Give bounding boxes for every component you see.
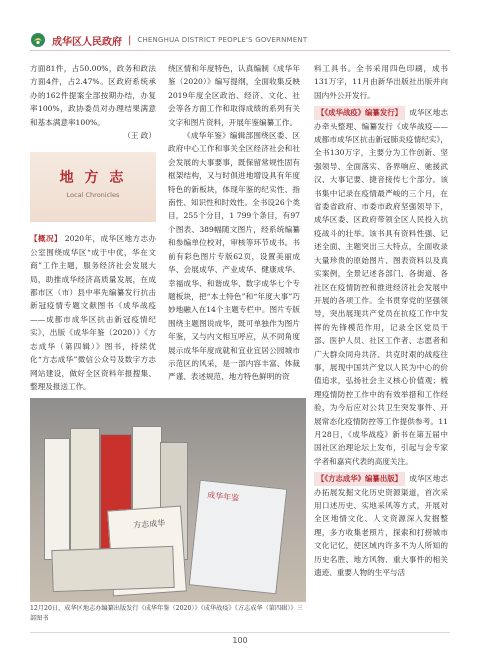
book-cover	[51, 546, 174, 592]
page-number: 100	[232, 636, 248, 645]
footer-rule	[30, 632, 450, 633]
fzch-label: 【《方志成华》编纂出版】	[314, 472, 405, 485]
section-banner	[30, 152, 156, 222]
paragraph	[30, 232, 156, 393]
book-cover	[44, 438, 70, 560]
fzch-text: 成华区地志办拓展发掘文化历史资源渠道，首次采用口述历史、实地采风等方式，开展对全区地情文化、人文资源深入发掘整理，多方收集老照片，探索和打捞城市文化记忆，使区域内许多不为人所知的历史名胜、地方风物、重大事件的相关遗迹、重要人物的生平与活	[314, 474, 448, 578]
header-title: 成华区人民政府	[52, 36, 122, 48]
book-cover	[70, 428, 100, 560]
paragraph	[314, 106, 448, 468]
paragraph	[314, 472, 448, 579]
section-subtitle: Local Chronicles	[66, 191, 120, 200]
author-signature: （王 政）	[123, 131, 156, 141]
page-header	[30, 30, 450, 51]
overview-label: 【概况】	[30, 234, 62, 244]
header-subtitle-en: CHENGHUA DISTRICT PEOPLE'S GOVERNMENT	[137, 36, 308, 44]
photo-caption: 12月20日，成华区地志办编纂出版发行《成华年鉴（2020）》《成华战疫》《方志成华（第四辑）》三部图书	[30, 605, 303, 622]
war-text: 成华区地志办牵头整理、编纂发行《成华战疫——成都市成华区抗击新冠肺炎疫情纪实》，全书130万字，主要分为工作创新、坚强领导、全面落实、各界响应、驰援武汉、大事记要、捷音接传七个部分。该书集中记录在疫情最严峻的三个月，在省委省政府、市委市政府坚强领导下，成华区委、区政府带领全区人民投入抗疫战斗的壮举。该书具有资料性强、记述全面、主题突出三大特点，全面收录大量珍贵的原始图片、图表资料以及真实案例，全景记述各部门、各街道、各社区在疫情防控和推进经济社会发展中开展的各项工作。全书贯穿党的坚强领导，突出展现共产党员在抗疫工作中发挥的先锋模范作用，记录全区党员干部、医护人员、社区工作者、志愿者和广大群众同舟共济、共克时艰的战疫往事，展现中国共产党以人民为中心的价值追求，弘扬社会主义核心价值观；梳理疫情防控工作中的有效举措和工作经验，为今后应对公共卫生突发事件、开展常态化疫情防控等工作提供参考。11月28日，《成华战疫》新书在第五届中国社区治理论坛上发布，引起与会专家学者和嘉宾代表的高度关注。	[314, 108, 448, 466]
paragraph: 绕区情和年度特色，认真编制《成华年鉴（2020）》编写提纲，全面收集反映2019年度全区政治、经济、文化、社会等各方面工作和取得成绩的系列有关文字和图片资料，开展年鉴编纂工作。	[168, 64, 300, 127]
government-emblem-icon	[30, 32, 46, 48]
book-title: 方志成华	[132, 518, 166, 530]
column-1	[30, 62, 156, 413]
column-2	[168, 62, 300, 384]
books-photo	[30, 398, 306, 602]
section-title: 地 方 志	[59, 170, 127, 187]
book-title: 成华年鉴	[206, 490, 240, 503]
war-label: 【《成华战疫》编纂发行】	[314, 106, 405, 119]
header-separator: |	[128, 34, 132, 46]
paragraph: 料工具书。全书采用四色印刷，成书131万字，11月由新华出版社出版并向国内外公开发行。	[314, 64, 448, 100]
column-3	[314, 62, 448, 579]
paragraph: 方面81件，占50.00%，政务和政法方面4件，占2.47%。区政府系统承办的162件提案全部按期办结，办复率100%，政协委员对办理结果满意和基本满意率100%。	[30, 64, 156, 127]
book-cover	[189, 480, 288, 595]
paragraph: 《成华年鉴》编辑部围绕区委、区政府中心工作和事关全区经济社会和社会发展的大事要事，既保留常规性固有框架结构，又与时俱进地增设具有年度特色的新板块，体现年鉴的纪实性、指南性、知识性和时效性。全书设26个类目，255个分目，1 799个条目，有97个图表、389幅随文图片，经系统编纂和参编单位校对，审核等环节成书。书前有彩色图片专版62页，设置美丽成华、会展成华、产业成华、健康成华、幸福成华、和谐成华、数字成华七个专题板块，把“本土特色”和“年度大事”巧妙地融入在14个主题专栏中。图片专版围绕主题图说成华，既可单独作为图片年鉴，又与内文相互呼应，从不同角度展示成华年度成就和宜业宜居公园城市示范区的风采，是一部内容丰富、体裁严谨、表述规范、地方特色鲜明的资	[168, 131, 300, 382]
overview-text: 2020年，成华区地方志办公室围绕成华区“成于中优，华在文商”工作主题，服务经济社会发展大局，助推成华经济高质量发展，在成都市区（市）县中率先编纂发行抗击新冠疫情专题文献图书《成华战疫——成都市成华区抗击新冠疫情纪实》，出版《成华年鉴（2020）》《方志成华（第四辑）》图书，持续优化“方志成华”微信公众号及数字方志网站建设，做好全区资料年报搜集、整理及报送工作。	[30, 234, 157, 391]
